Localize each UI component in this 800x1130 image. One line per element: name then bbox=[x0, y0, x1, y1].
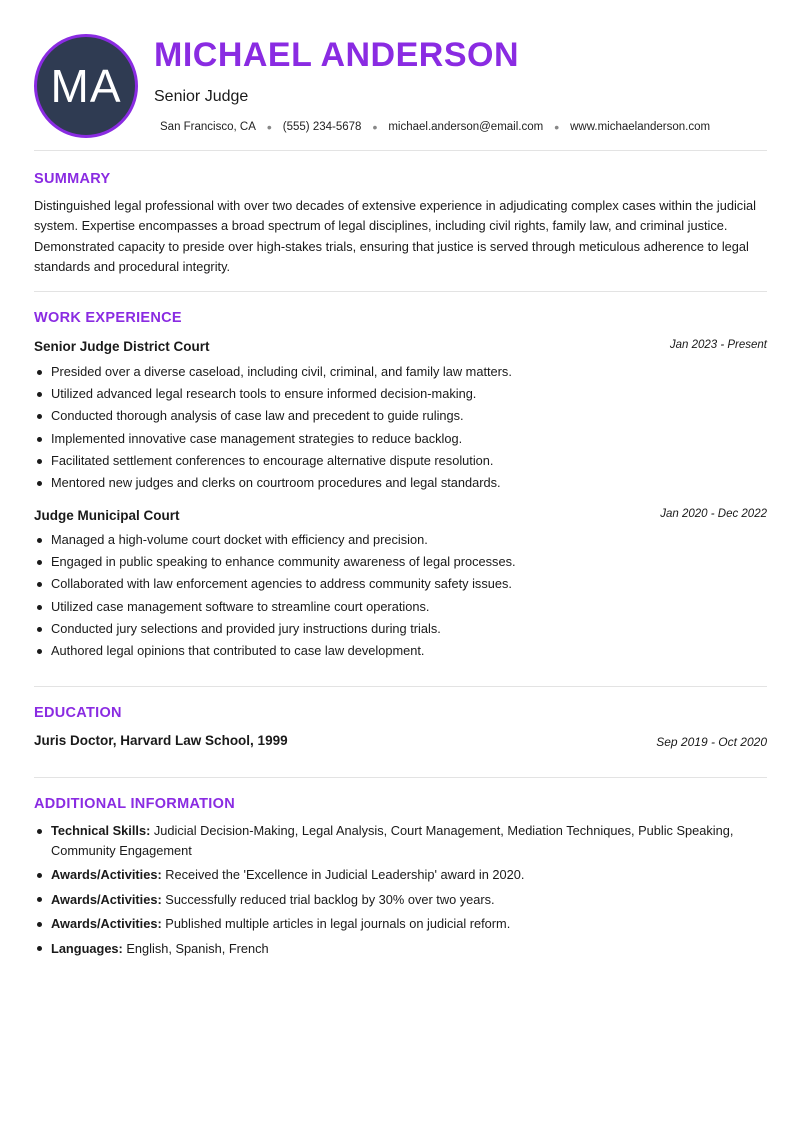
work-experience-heading: WORK EXPERIENCE bbox=[34, 310, 182, 326]
education-dates: Sep 2019 - Oct 2020 bbox=[656, 735, 767, 749]
list-item bbox=[34, 865, 769, 885]
job-header bbox=[34, 338, 767, 356]
list-item bbox=[34, 821, 769, 860]
contact-email[interactable]: michael.anderson@email.com bbox=[388, 121, 544, 133]
list-item: Managed a high-volume court docket with efficiency and precision. bbox=[34, 529, 769, 551]
divider bbox=[34, 686, 767, 687]
bullet-separator-icon: • bbox=[266, 119, 272, 135]
list-item bbox=[34, 890, 769, 910]
summary-text: Distinguished legal professional with over two decades of extensive experience in adjudicating complex cases within the judicial system. Expertise encompasses a broad spectrum of legal disciplines, including civil rights, family law, and criminal justice. Demonstrated capacity to preside over high-stakes trials, ensuring that justice is served through meticulous adherence to legal standards and procedural integrity. bbox=[34, 198, 757, 274]
info-text: Published multiple articles in legal journals on judicial reform. bbox=[165, 916, 511, 931]
list-item bbox=[34, 939, 769, 959]
contact-website[interactable]: www.michaelanderson.com bbox=[570, 121, 711, 133]
job-title: Judge Municipal Court bbox=[34, 508, 180, 523]
contact-bar bbox=[160, 120, 710, 134]
candidate-role: Senior Judge bbox=[154, 88, 249, 105]
list-item: Engaged in public speaking to enhance community awareness of legal processes. bbox=[34, 551, 769, 573]
job-dates: Jan 2020 - Dec 2022 bbox=[660, 508, 767, 520]
divider bbox=[34, 291, 767, 292]
bullet-separator-icon: • bbox=[372, 119, 378, 135]
list-item: Utilized case management software to streamline court operations. bbox=[34, 596, 769, 618]
education-heading: EDUCATION bbox=[34, 705, 122, 721]
info-text: Successfully reduced trial backlog by 30% over two years. bbox=[165, 891, 495, 907]
summary-heading: SUMMARY bbox=[34, 171, 111, 187]
info-label: Awards/Activities: bbox=[51, 891, 162, 907]
list-item: Mentored new judges and clerks on courtroom procedures and legal standards. bbox=[34, 472, 769, 494]
contact-location: San Francisco, CA bbox=[160, 121, 256, 133]
info-label: Technical Skills: bbox=[51, 823, 151, 838]
list-item bbox=[34, 914, 769, 934]
job-bullets bbox=[34, 529, 769, 662]
job-bullets bbox=[34, 361, 769, 494]
info-label: Languages: bbox=[51, 940, 123, 956]
list-item: Conducted thorough analysis of case law and precedent to guide rulings. bbox=[34, 405, 769, 427]
divider bbox=[34, 150, 767, 151]
list-item: Facilitated settlement conferences to encourage alternative dispute resolution. bbox=[34, 450, 769, 472]
candidate-name: MICHAEL ANDERSON bbox=[154, 36, 520, 74]
job-dates: Jan 2023 - Present bbox=[669, 339, 767, 351]
job-header bbox=[34, 507, 767, 525]
avatar-initials: MA bbox=[50, 60, 122, 112]
divider bbox=[34, 777, 767, 778]
avatar bbox=[34, 34, 138, 138]
list-item: Conducted jury selections and provided jury instructions during trials. bbox=[34, 618, 769, 640]
info-label: Awards/Activities: bbox=[51, 867, 162, 882]
list-item: Implemented innovative case management strategies to reduce backlog. bbox=[34, 428, 769, 450]
info-text: Received the 'Excellence in Judicial Leadership' award in 2020. bbox=[165, 867, 525, 882]
job-title: Senior Judge District Court bbox=[34, 339, 210, 354]
education-degree: Juris Doctor, Harvard Law School, 1999 bbox=[34, 733, 288, 748]
list-item: Collaborated with law enforcement agencies to address community safety issues. bbox=[34, 573, 769, 595]
list-item: Utilized advanced legal research tools to ensure informed decision-making. bbox=[34, 383, 769, 405]
info-text: English, Spanish, French bbox=[126, 940, 269, 956]
list-item: Authored legal opinions that contributed to case law development. bbox=[34, 640, 769, 662]
list-item: Presided over a diverse caseload, including civil, criminal, and family law matters. bbox=[34, 361, 769, 383]
contact-phone: (555) 234-5678 bbox=[282, 121, 362, 133]
info-label: Awards/Activities: bbox=[51, 916, 162, 931]
bullet-separator-icon: • bbox=[554, 119, 560, 135]
additional-info-list bbox=[34, 821, 769, 963]
info-text: Judicial Decision-Making, Legal Analysis, Court Management, Mediation Techniques, Public Speaking, Community Engagement bbox=[51, 823, 734, 858]
additional-info-heading: ADDITIONAL INFORMATION bbox=[34, 796, 235, 812]
